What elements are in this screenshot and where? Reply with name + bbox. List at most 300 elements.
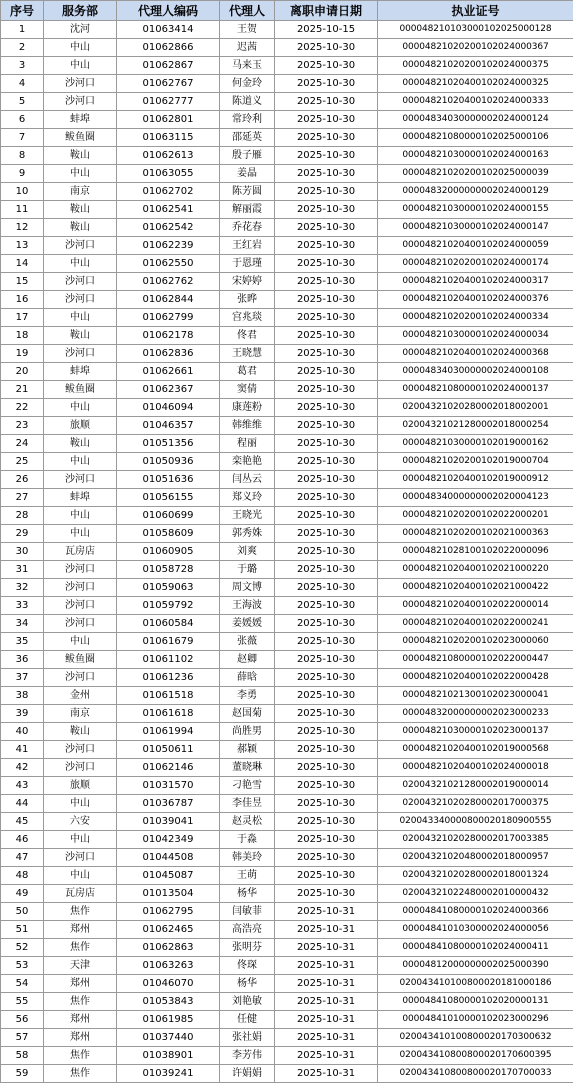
cell-service-dept: 沙河口 [44,93,117,111]
cell-resign-date: 2025-10-30 [275,723,378,741]
cell-license-no: 00004841080000102024000411 [378,939,573,957]
cell-license-no: 00004841010000102023000296 [378,1011,573,1029]
cell-license-no: 02004321020480002018000957 [378,849,573,867]
table-row [1,525,573,543]
cell-resign-date: 2025-10-30 [275,111,378,129]
cell-resign-date: 2025-10-30 [275,597,378,615]
cell-agent-code: 01062178 [117,327,220,345]
cell-resign-date: 2025-10-30 [275,381,378,399]
table-row [1,795,573,813]
cell-resign-date: 2025-10-30 [275,777,378,795]
cell-agent-name: 董晓琳 [220,759,275,777]
cell-resign-date: 2025-10-30 [275,651,378,669]
cell-agent-name: 陈芳圆 [220,183,275,201]
cell-service-dept: 中山 [44,57,117,75]
cell-index: 37 [1,669,44,687]
cell-service-dept: 沈河 [44,21,117,39]
cell-service-dept: 沙河口 [44,759,117,777]
cell-agent-name: 张社娟 [220,1029,275,1047]
cell-index: 52 [1,939,44,957]
cell-license-no: 00004821020400102021000220 [378,561,573,579]
cell-service-dept: 鞍山 [44,201,117,219]
table-row [1,939,573,957]
cell-agent-code: 01062762 [117,273,220,291]
cell-resign-date: 2025-10-30 [275,57,378,75]
cell-agent-name: 常玲利 [220,111,275,129]
cell-service-dept: 沙河口 [44,291,117,309]
cell-license-no: 02004321022480002010000432 [378,885,573,903]
table-row [1,543,573,561]
cell-index: 35 [1,633,44,651]
cell-agent-code: 01042349 [117,831,220,849]
cell-license-no: 00004821030000102024000034 [378,327,573,345]
cell-license-no: 00004821020400102022000241 [378,615,573,633]
cell-license-no: 00004821030000102019000162 [378,435,573,453]
cell-license-no: 00004821030000102024000155 [378,201,573,219]
cell-index: 28 [1,507,44,525]
table-row [1,381,573,399]
cell-index: 51 [1,921,44,939]
table-row [1,1011,573,1029]
cell-service-dept: 中山 [44,507,117,525]
cell-agent-name: 尚胜男 [220,723,275,741]
cell-resign-date: 2025-10-30 [275,327,378,345]
table-row [1,597,573,615]
cell-service-dept: 郑州 [44,1029,117,1047]
table-row [1,471,573,489]
cell-index: 45 [1,813,44,831]
cell-index: 26 [1,471,44,489]
cell-agent-name: 康莲粉 [220,399,275,417]
cell-index: 5 [1,93,44,111]
table-row [1,1065,573,1083]
cell-resign-date: 2025-10-31 [275,939,378,957]
cell-agent-name: 张明芬 [220,939,275,957]
cell-resign-date: 2025-10-15 [275,21,378,39]
cell-resign-date: 2025-10-30 [275,399,378,417]
cell-index: 11 [1,201,44,219]
table-row [1,93,573,111]
cell-resign-date: 2025-10-30 [275,741,378,759]
cell-service-dept: 六安 [44,813,117,831]
table-row [1,921,573,939]
cell-service-dept: 焦作 [44,993,117,1011]
cell-agent-name: 赵国菊 [220,705,275,723]
table-row [1,1047,573,1065]
table-row [1,363,573,381]
cell-agent-code: 01056155 [117,489,220,507]
cell-index: 42 [1,759,44,777]
cell-agent-name: 闫敏菲 [220,903,275,921]
cell-index: 38 [1,687,44,705]
cell-index: 21 [1,381,44,399]
cell-agent-code: 01062836 [117,345,220,363]
table-row [1,417,573,435]
cell-agent-code: 01061518 [117,687,220,705]
table-row [1,669,573,687]
cell-agent-name: 陈道义 [220,93,275,111]
cell-license-no: 00004821030000102024000147 [378,219,573,237]
table-row [1,1029,573,1047]
cell-agent-name: 韩维维 [220,417,275,435]
table-row [1,39,573,57]
cell-resign-date: 2025-10-30 [275,795,378,813]
cell-agent-code: 01051636 [117,471,220,489]
table-row [1,507,573,525]
cell-index: 4 [1,75,44,93]
cell-resign-date: 2025-10-30 [275,273,378,291]
cell-index: 8 [1,147,44,165]
cell-agent-name: 王海波 [220,597,275,615]
cell-agent-code: 01037440 [117,1029,220,1047]
cell-service-dept: 鞍山 [44,219,117,237]
cell-agent-code: 01062844 [117,291,220,309]
cell-agent-code: 01051356 [117,435,220,453]
cell-index: 22 [1,399,44,417]
cell-resign-date: 2025-10-30 [275,849,378,867]
cell-service-dept: 焦作 [44,1047,117,1065]
cell-agent-code: 01062465 [117,921,220,939]
cell-license-no: 00004821020200102024000174 [378,255,573,273]
cell-agent-name: 任健 [220,1011,275,1029]
header-service-dept: 服务部 [44,1,117,21]
cell-license-no: 02004321021280002018000254 [378,417,573,435]
table-row [1,867,573,885]
cell-service-dept: 蚌埠 [44,111,117,129]
table-row [1,687,573,705]
cell-agent-code: 01013504 [117,885,220,903]
cell-agent-code: 01061618 [117,705,220,723]
cell-service-dept: 中山 [44,165,117,183]
table-row [1,831,573,849]
cell-agent-code: 01039241 [117,1065,220,1083]
cell-resign-date: 2025-10-30 [275,543,378,561]
cell-resign-date: 2025-10-31 [275,1047,378,1065]
cell-license-no: 00004821080000102024000137 [378,381,573,399]
cell-license-no: 020043410800800020170700033 [378,1065,573,1083]
table-row [1,165,573,183]
cell-service-dept: 沙河口 [44,669,117,687]
header-license-no: 执业证号 [378,1,573,21]
cell-resign-date: 2025-10-31 [275,975,378,993]
cell-service-dept: 郑州 [44,975,117,993]
cell-agent-code: 01062239 [117,237,220,255]
table-row [1,993,573,1011]
cell-license-no: 020043410100800020181000186 [378,975,573,993]
table-row [1,75,573,93]
cell-agent-name: 刁艳雪 [220,777,275,795]
cell-agent-name: 薛晗 [220,669,275,687]
cell-agent-code: 01063055 [117,165,220,183]
table-row [1,57,573,75]
cell-resign-date: 2025-10-30 [275,705,378,723]
cell-agent-code: 01062613 [117,147,220,165]
cell-service-dept: 旅顺 [44,777,117,795]
cell-service-dept: 沙河口 [44,615,117,633]
cell-service-dept: 鲅鱼圈 [44,381,117,399]
cell-license-no: 00004821020400102024000368 [378,345,573,363]
cell-resign-date: 2025-10-30 [275,237,378,255]
cell-agent-name: 韩美玲 [220,849,275,867]
cell-agent-code: 01062767 [117,75,220,93]
cell-agent-name: 郝颖 [220,741,275,759]
cell-agent-code: 01050936 [117,453,220,471]
cell-service-dept: 天津 [44,957,117,975]
cell-service-dept: 沙河口 [44,75,117,93]
cell-agent-name: 郭秀姝 [220,525,275,543]
cell-agent-code: 01062795 [117,903,220,921]
cell-license-no: 00004821020200102023000060 [378,633,573,651]
cell-agent-code: 01063263 [117,957,220,975]
cell-service-dept: 中山 [44,453,117,471]
table-row [1,201,573,219]
cell-agent-name: 于淼 [220,831,275,849]
cell-license-no: 00004821020400102024000018 [378,759,573,777]
cell-agent-code: 01036787 [117,795,220,813]
cell-service-dept: 沙河口 [44,345,117,363]
cell-index: 14 [1,255,44,273]
cell-resign-date: 2025-10-31 [275,1065,378,1083]
cell-agent-name: 宋婷婷 [220,273,275,291]
cell-agent-name: 王红岩 [220,237,275,255]
cell-resign-date: 2025-10-30 [275,579,378,597]
cell-agent-name: 于璐 [220,561,275,579]
table-row [1,219,573,237]
cell-index: 40 [1,723,44,741]
cell-agent-name: 王晓慧 [220,345,275,363]
cell-service-dept: 沙河口 [44,273,117,291]
table-row [1,129,573,147]
cell-agent-name: 姜媛媛 [220,615,275,633]
cell-license-no: 00004821020200102021000363 [378,525,573,543]
cell-index: 2 [1,39,44,57]
table-row [1,651,573,669]
cell-index: 12 [1,219,44,237]
cell-agent-code: 01061679 [117,633,220,651]
cell-license-no: 00004821020400102022000428 [378,669,573,687]
cell-agent-code: 01061985 [117,1011,220,1029]
cell-agent-code: 01062867 [117,57,220,75]
cell-index: 54 [1,975,44,993]
cell-service-dept: 鲅鱼圈 [44,651,117,669]
cell-resign-date: 2025-10-30 [275,687,378,705]
cell-index: 24 [1,435,44,453]
cell-service-dept: 鞍山 [44,327,117,345]
cell-service-dept: 中山 [44,399,117,417]
cell-license-no: 00004821020400102024000317 [378,273,573,291]
table-row [1,741,573,759]
cell-agent-name: 杨华 [220,975,275,993]
cell-agent-name: 栾艳艳 [220,453,275,471]
cell-index: 16 [1,291,44,309]
cell-agent-code: 01046070 [117,975,220,993]
table-row [1,759,573,777]
cell-license-no: 00004834030000002024000108 [378,363,573,381]
cell-agent-name: 王贺 [220,21,275,39]
cell-service-dept: 中山 [44,867,117,885]
cell-agent-code: 01062801 [117,111,220,129]
cell-resign-date: 2025-10-30 [275,633,378,651]
cell-service-dept: 中山 [44,831,117,849]
cell-agent-code: 01059063 [117,579,220,597]
cell-agent-name: 李勇 [220,687,275,705]
cell-index: 53 [1,957,44,975]
cell-index: 23 [1,417,44,435]
cell-index: 6 [1,111,44,129]
cell-license-no: 00004821080000102025000106 [378,129,573,147]
cell-resign-date: 2025-10-31 [275,921,378,939]
cell-index: 59 [1,1065,44,1083]
cell-license-no: 00004821030000102024000163 [378,147,573,165]
cell-agent-name: 王晓光 [220,507,275,525]
header-agent-name: 代理人 [220,1,275,21]
cell-agent-name: 马来玉 [220,57,275,75]
table-row [1,399,573,417]
cell-service-dept: 中山 [44,39,117,57]
cell-license-no: 00004841080000102020000131 [378,993,573,1011]
cell-agent-name: 李芳伟 [220,1047,275,1065]
table-row [1,615,573,633]
cell-index: 56 [1,1011,44,1029]
cell-service-dept: 沙河口 [44,849,117,867]
cell-agent-name: 高浩亮 [220,921,275,939]
cell-service-dept: 鞍山 [44,147,117,165]
cell-index: 43 [1,777,44,795]
cell-service-dept: 焦作 [44,903,117,921]
cell-license-no: 00004834000000002020004123 [378,489,573,507]
cell-index: 47 [1,849,44,867]
table-row [1,957,573,975]
cell-agent-code: 01063115 [117,129,220,147]
cell-agent-code: 01044508 [117,849,220,867]
table-row [1,489,573,507]
cell-license-no: 02004321020280002018002001 [378,399,573,417]
cell-license-no: 00004821020200102019000704 [378,453,573,471]
cell-agent-code: 01050611 [117,741,220,759]
cell-resign-date: 2025-10-31 [275,1011,378,1029]
cell-resign-date: 2025-10-30 [275,759,378,777]
table-row [1,309,573,327]
cell-license-no: 00004821020400102021000422 [378,579,573,597]
cell-index: 9 [1,165,44,183]
cell-agent-code: 01062661 [117,363,220,381]
cell-agent-name: 迟茜 [220,39,275,57]
cell-license-no: 00004821020200102024000334 [378,309,573,327]
cell-resign-date: 2025-10-30 [275,885,378,903]
table-row [1,147,573,165]
cell-resign-date: 2025-10-30 [275,435,378,453]
cell-agent-code: 01061102 [117,651,220,669]
cell-agent-name: 许娟娟 [220,1065,275,1083]
cell-resign-date: 2025-10-30 [275,165,378,183]
cell-resign-date: 2025-10-30 [275,39,378,57]
cell-index: 31 [1,561,44,579]
header-index: 序号 [1,1,44,21]
cell-license-no: 00004821020400102019000568 [378,741,573,759]
table-row [1,183,573,201]
table-row [1,291,573,309]
cell-resign-date: 2025-10-31 [275,903,378,921]
cell-agent-code: 01060699 [117,507,220,525]
cell-agent-code: 01062367 [117,381,220,399]
cell-index: 49 [1,885,44,903]
cell-resign-date: 2025-10-30 [275,219,378,237]
cell-agent-name: 杨华 [220,885,275,903]
cell-resign-date: 2025-10-30 [275,831,378,849]
cell-resign-date: 2025-10-30 [275,813,378,831]
cell-service-dept: 鞍山 [44,435,117,453]
table-row [1,849,573,867]
cell-license-no: 02004321020280002017003385 [378,831,573,849]
cell-agent-name: 何金玲 [220,75,275,93]
cell-license-no: 00004821020400102024000325 [378,75,573,93]
cell-index: 33 [1,597,44,615]
cell-agent-code: 01062863 [117,939,220,957]
cell-index: 15 [1,273,44,291]
cell-index: 27 [1,489,44,507]
cell-service-dept: 中山 [44,633,117,651]
cell-service-dept: 中山 [44,309,117,327]
cell-service-dept: 鞍山 [44,723,117,741]
cell-service-dept: 中山 [44,255,117,273]
table-row [1,111,573,129]
cell-agent-name: 程丽 [220,435,275,453]
cell-resign-date: 2025-10-30 [275,345,378,363]
cell-agent-code: 01046357 [117,417,220,435]
cell-agent-name: 张薇 [220,633,275,651]
cell-index: 7 [1,129,44,147]
cell-license-no: 00004821028100102022000096 [378,543,573,561]
cell-index: 1 [1,21,44,39]
cell-index: 41 [1,741,44,759]
cell-service-dept: 鲅鱼圈 [44,129,117,147]
cell-license-no: 00004821020200102024000375 [378,57,573,75]
cell-resign-date: 2025-10-30 [275,507,378,525]
table-row [1,453,573,471]
cell-license-no: 00004821020400102024000059 [378,237,573,255]
cell-agent-name: 宫兆琰 [220,309,275,327]
cell-agent-name: 邵延英 [220,129,275,147]
cell-index: 55 [1,993,44,1011]
cell-agent-name: 佟琛 [220,957,275,975]
cell-license-no: 020043410100800020170300632 [378,1029,573,1047]
cell-service-dept: 郑州 [44,921,117,939]
cell-agent-code: 01063414 [117,21,220,39]
cell-index: 3 [1,57,44,75]
cell-index: 36 [1,651,44,669]
cell-index: 57 [1,1029,44,1047]
cell-resign-date: 2025-10-30 [275,561,378,579]
cell-agent-code: 01038901 [117,1047,220,1065]
cell-agent-code: 01053843 [117,993,220,1011]
cell-resign-date: 2025-10-30 [275,129,378,147]
cell-license-no: 000048210103000102025000128 [378,21,573,39]
cell-agent-code: 01045087 [117,867,220,885]
table-row [1,255,573,273]
cell-resign-date: 2025-10-31 [275,1029,378,1047]
cell-license-no: 00004821020200102024000367 [378,39,573,57]
cell-license-no: 00004821020400102024000376 [378,291,573,309]
cell-agent-name: 张晔 [220,291,275,309]
cell-license-no: 02004321021280002019000014 [378,777,573,795]
table-row [1,633,573,651]
cell-license-no: 00004821020400102019000912 [378,471,573,489]
cell-agent-code: 01060905 [117,543,220,561]
cell-service-dept: 瓦房店 [44,885,117,903]
cell-agent-name: 葛君 [220,363,275,381]
cell-resign-date: 2025-10-30 [275,453,378,471]
cell-service-dept: 沙河口 [44,579,117,597]
